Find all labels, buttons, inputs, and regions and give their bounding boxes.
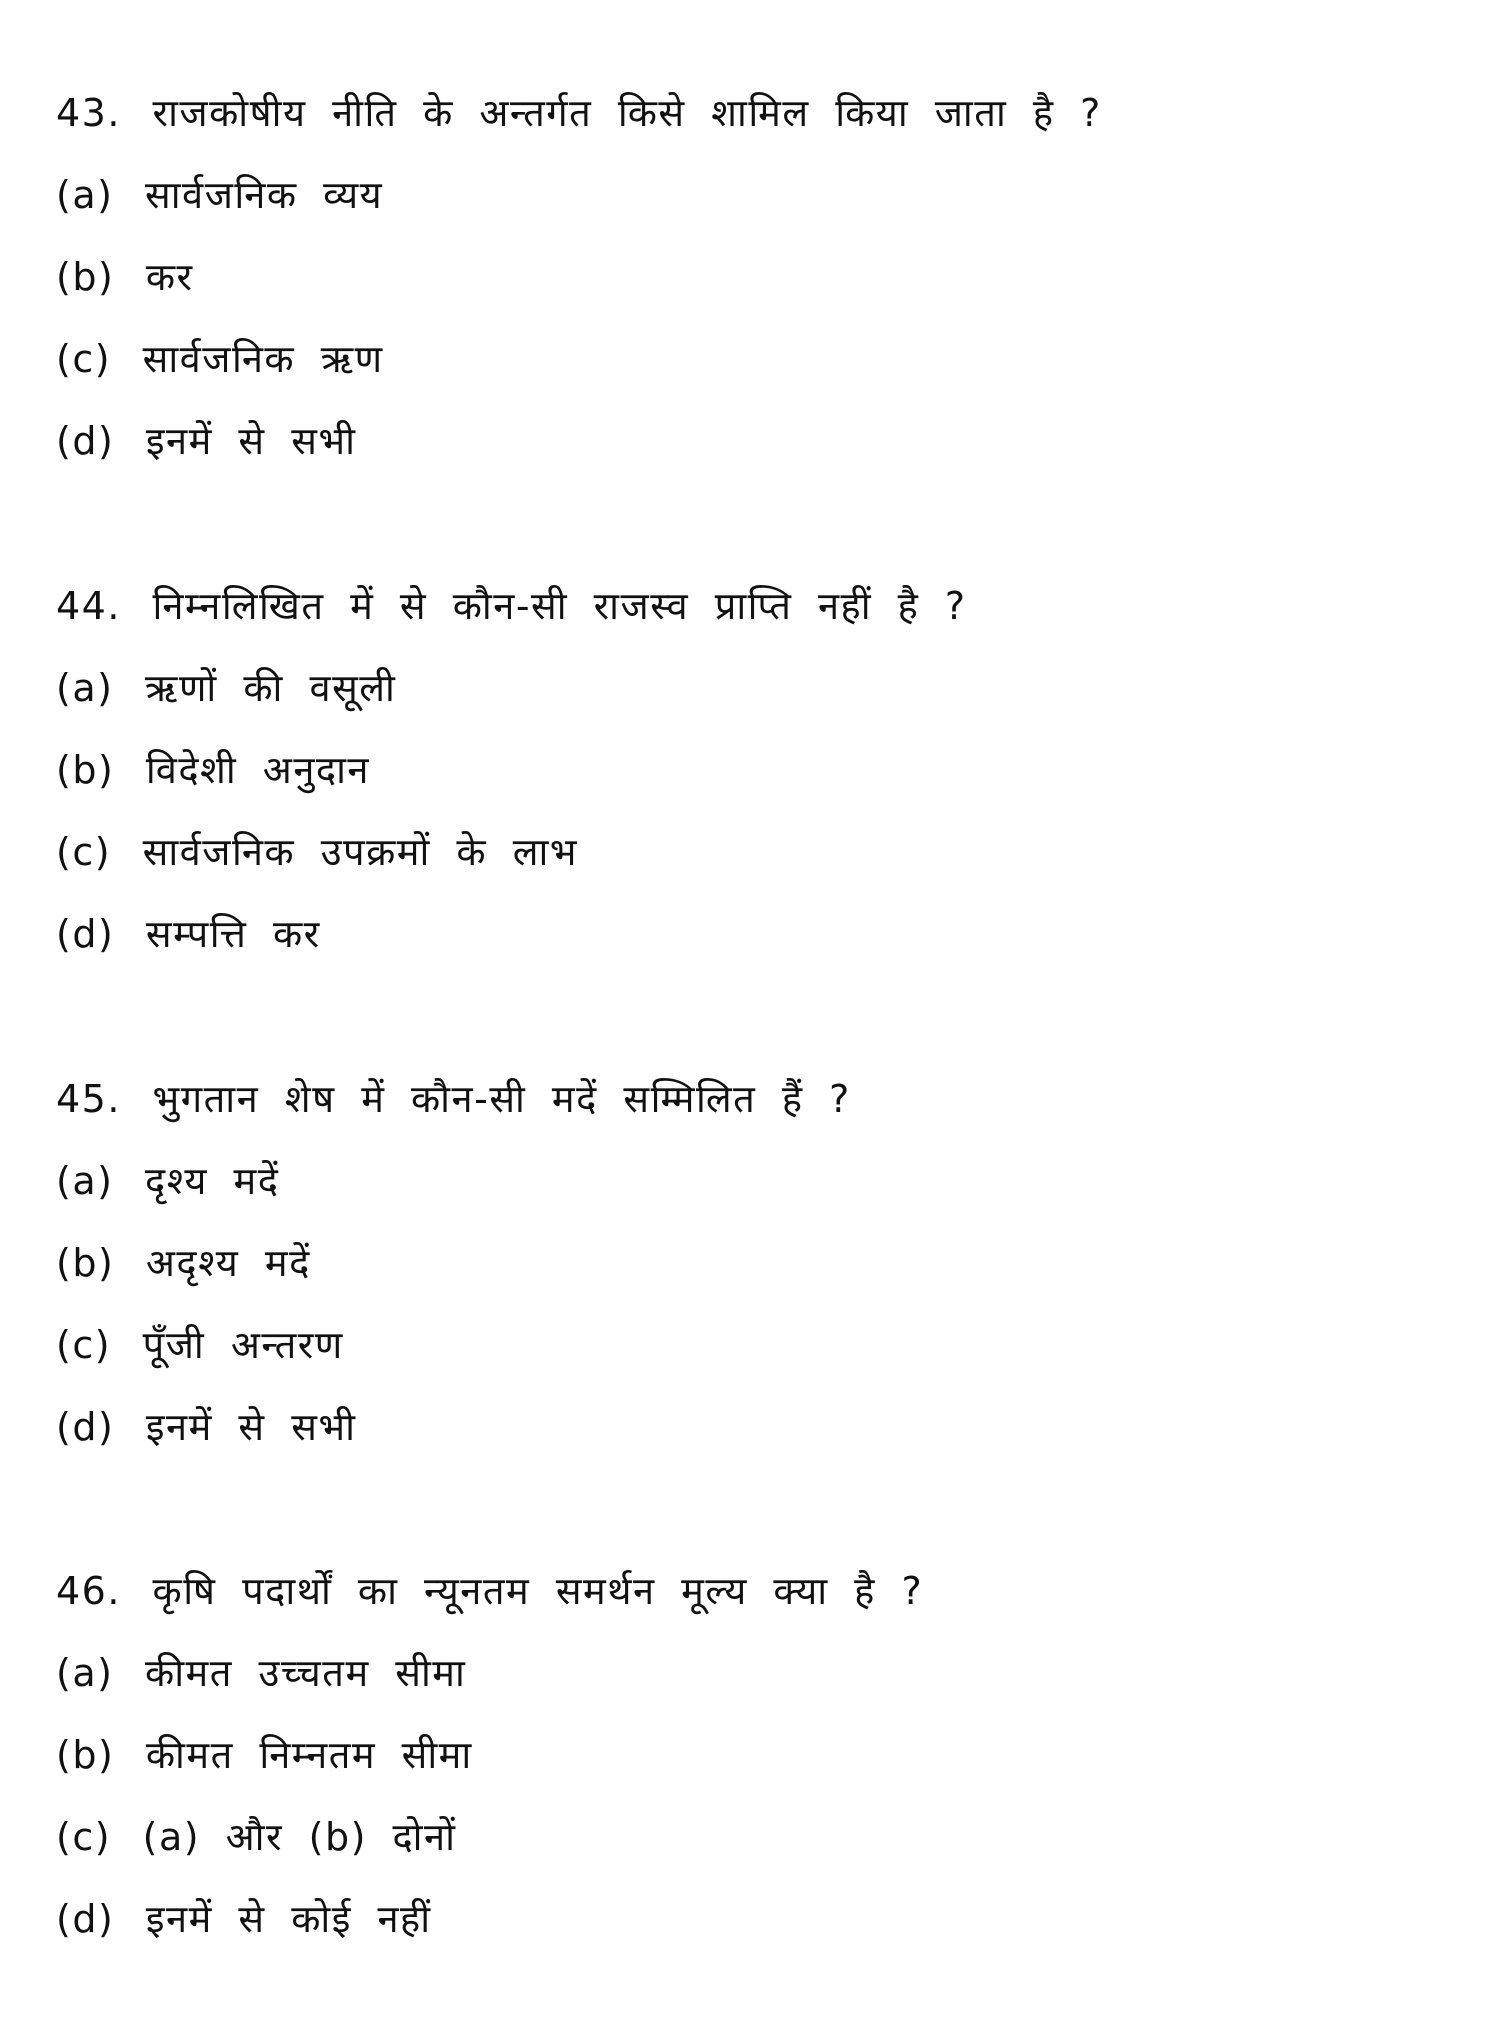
question-44 xyxy=(56,565,1456,975)
question-number: 46. xyxy=(56,1569,121,1613)
option-text: कीमत निम्नतम सीमा xyxy=(145,1733,473,1777)
question-stem: निम्नलिखित में से कौन-सी राजस्व प्राप्ति नहीं है ? xyxy=(152,584,967,628)
question-45 xyxy=(56,1058,1456,1468)
option-b[interactable] xyxy=(56,1714,1456,1796)
option-label: (c) xyxy=(56,1323,112,1367)
question-text xyxy=(56,1058,1456,1140)
option-text: इनमें से कोई नहीं xyxy=(145,1897,432,1941)
option-a[interactable] xyxy=(56,1632,1456,1714)
option-c[interactable] xyxy=(56,811,1456,893)
option-a[interactable] xyxy=(56,647,1456,729)
option-label: (b) xyxy=(56,748,115,792)
option-a[interactable] xyxy=(56,154,1456,236)
question-number: 45. xyxy=(56,1077,121,1121)
option-text: कीमत उच्चतम सीमा xyxy=(145,1651,467,1695)
option-label: (d) xyxy=(56,1405,115,1449)
question-text xyxy=(56,1550,1456,1632)
option-text: इनमें से सभी xyxy=(145,1405,357,1449)
option-b[interactable] xyxy=(56,236,1456,318)
option-d[interactable] xyxy=(56,1878,1456,1960)
question-stem: भुगतान शेष में कौन-सी मदें सम्मिलित हैं ? xyxy=(152,1077,851,1121)
option-label: (a) xyxy=(56,1159,114,1203)
option-c[interactable] xyxy=(56,318,1456,400)
option-label: (c) xyxy=(56,830,112,874)
option-a[interactable] xyxy=(56,1140,1456,1222)
option-label: (a) xyxy=(56,173,114,217)
option-label: (a) xyxy=(56,1651,114,1695)
option-label: (d) xyxy=(56,1897,115,1941)
question-number: 44. xyxy=(56,584,121,628)
option-text: विदेशी अनुदान xyxy=(145,748,371,792)
question-stem: कृषि पदार्थों का न्यूनतम समर्थन मूल्य क्या है ? xyxy=(152,1569,924,1613)
option-b[interactable] xyxy=(56,729,1456,811)
option-label: (b) xyxy=(56,255,115,299)
option-text: ऋणों की वसूली xyxy=(145,666,397,710)
option-c[interactable] xyxy=(56,1304,1456,1386)
option-label: (c) xyxy=(56,337,112,381)
option-text: सम्पत्ति कर xyxy=(145,912,321,956)
option-text: सार्वजनिक उपक्रमों के लाभ xyxy=(142,830,579,874)
question-43 xyxy=(56,72,1456,482)
option-b[interactable] xyxy=(56,1222,1456,1304)
option-text: अदृश्य मदें xyxy=(145,1241,311,1285)
option-text: दृश्य मदें xyxy=(145,1159,280,1203)
option-c[interactable] xyxy=(56,1796,1456,1878)
option-label: (d) xyxy=(56,419,115,463)
option-text: सार्वजनिक व्यय xyxy=(145,173,384,217)
question-number: 43. xyxy=(56,91,121,135)
option-text: पूँजी अन्तरण xyxy=(142,1323,344,1367)
question-text xyxy=(56,565,1456,647)
option-text: सार्वजनिक ऋण xyxy=(142,337,384,381)
option-text: (a) और (b) दोनों xyxy=(142,1815,457,1859)
option-label: (b) xyxy=(56,1241,115,1285)
option-label: (c) xyxy=(56,1815,112,1859)
option-label: (d) xyxy=(56,912,115,956)
option-text: कर xyxy=(145,255,194,299)
question-stem: राजकोषीय नीति के अन्तर्गत किसे शामिल किया जाता है ? xyxy=(152,91,1102,135)
option-d[interactable] xyxy=(56,893,1456,975)
option-text: इनमें से सभी xyxy=(145,419,357,463)
option-d[interactable] xyxy=(56,1386,1456,1468)
question-text xyxy=(56,72,1456,154)
option-label: (a) xyxy=(56,666,114,710)
option-label: (b) xyxy=(56,1733,115,1777)
question-46 xyxy=(56,1550,1456,1960)
option-d[interactable] xyxy=(56,400,1456,482)
